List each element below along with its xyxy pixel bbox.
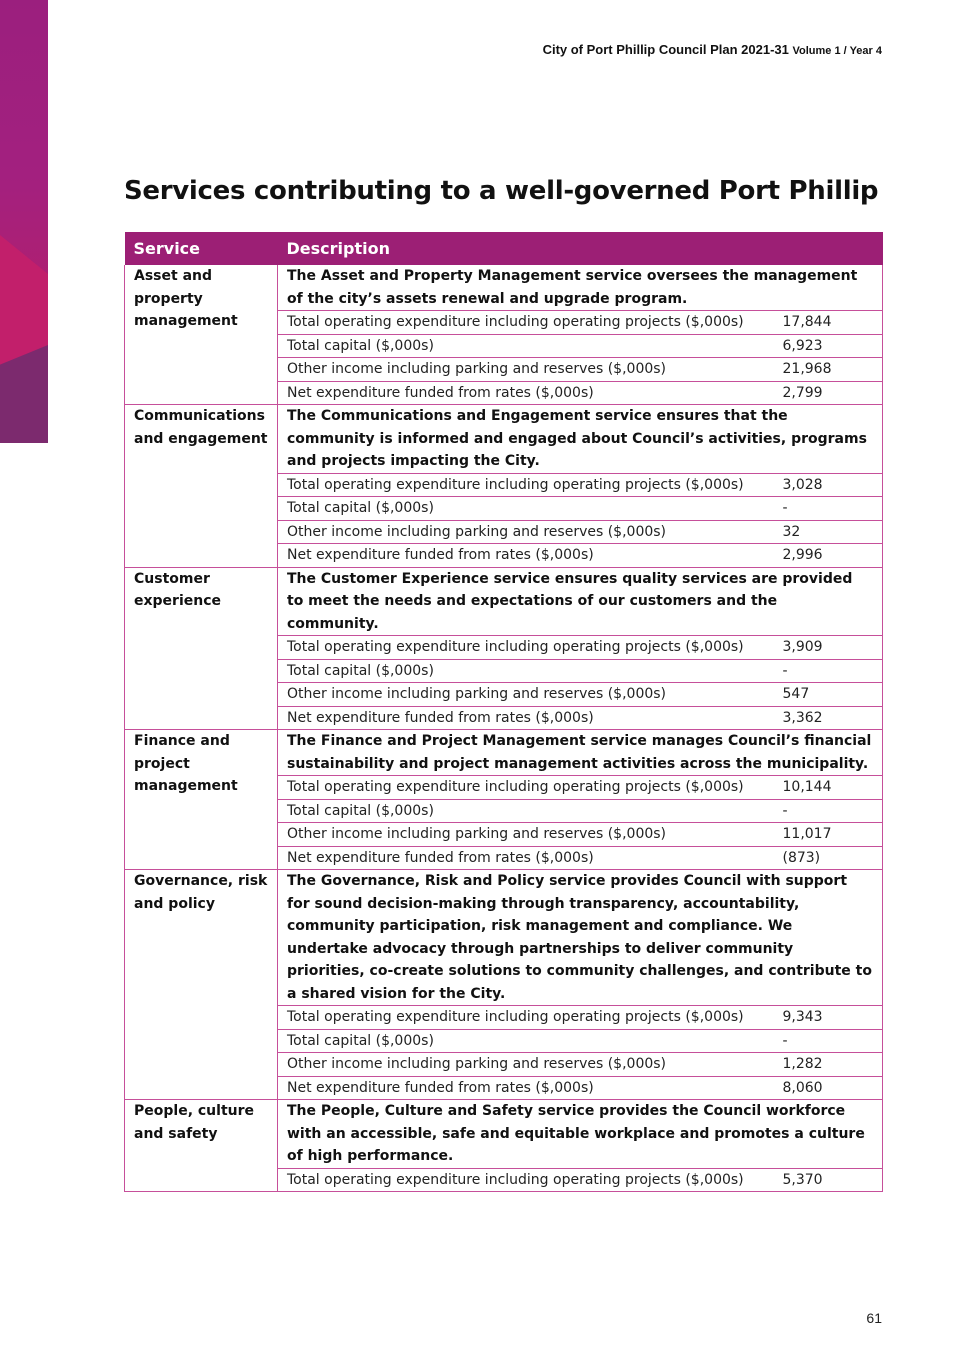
- metric-value: (873): [774, 846, 883, 870]
- table-header-row: [125, 232, 883, 265]
- column-header-description: Description: [278, 232, 883, 265]
- service-description: The Asset and Property Management service oversees the management of the city’s assets renewal and upgrade program.: [278, 265, 883, 311]
- metric-value: 11,017: [774, 823, 883, 847]
- service-description: The Governance, Risk and Policy service provides Council with support for sound decision-making through transparency, accountability, community participation, risk management and compliance. We undertake advocacy through partnerships to deliver community priorities, co-create solutions to community challenges, and contribute to a shared vision for the City.: [278, 870, 883, 1006]
- metric-label: Total operating expenditure including operating projects ($,000s): [278, 636, 774, 660]
- decorative-side-band: [0, 0, 48, 443]
- metric-value: -: [774, 799, 883, 823]
- metric-label: Other income including parking and reserves ($,000s): [278, 520, 774, 544]
- metric-value: 5,370: [774, 1168, 883, 1192]
- service-description: The People, Culture and Safety service provides the Council workforce with an accessible, safe and equitable workplace and promotes a culture of high performance.: [278, 1100, 883, 1169]
- metric-label: Total capital ($,000s): [278, 799, 774, 823]
- metric-value: 3,028: [774, 473, 883, 497]
- metric-label: Other income including parking and reserves ($,000s): [278, 358, 774, 382]
- metric-value: 1,282: [774, 1053, 883, 1077]
- service-name: Customer experience: [125, 567, 278, 730]
- document-title: City of Port Phillip Council Plan 2021-31: [542, 42, 789, 57]
- service-description-row: [125, 265, 883, 311]
- metric-value: 21,968: [774, 358, 883, 382]
- metric-value: -: [774, 1029, 883, 1053]
- service-description: The Customer Experience service ensures quality services are provided to meet the needs and expectations of our customers and the community.: [278, 567, 883, 636]
- metric-label: Net expenditure funded from rates ($,000s): [278, 544, 774, 568]
- metric-label: Other income including parking and reserves ($,000s): [278, 683, 774, 707]
- metric-label: Total capital ($,000s): [278, 1029, 774, 1053]
- metric-value: 32: [774, 520, 883, 544]
- metric-value: 3,909: [774, 636, 883, 660]
- metric-label: Total capital ($,000s): [278, 334, 774, 358]
- metric-label: Total operating expenditure including operating projects ($,000s): [278, 1006, 774, 1030]
- side-band-facet: [0, 235, 48, 365]
- metric-label: Total operating expenditure including operating projects ($,000s): [278, 311, 774, 335]
- metric-value: 3,362: [774, 706, 883, 730]
- service-name: Asset and property management: [125, 265, 278, 405]
- metric-value: -: [774, 659, 883, 683]
- metric-value: 8,060: [774, 1076, 883, 1100]
- service-description-row: [125, 1100, 883, 1169]
- services-table-body: [125, 265, 883, 1192]
- service-name: People, culture and safety: [125, 1100, 278, 1192]
- metric-label: Total capital ($,000s): [278, 659, 774, 683]
- service-description-row: [125, 567, 883, 636]
- service-description-row: [125, 405, 883, 474]
- metric-value: -: [774, 497, 883, 521]
- volume-label: Volume 1 / Year 4: [792, 45, 882, 57]
- metric-value: 17,844: [774, 311, 883, 335]
- metric-value: 6,923: [774, 334, 883, 358]
- service-description: The Communications and Engagement service ensures that the community is informed and engaged about Council’s activities, programs and projects impacting the City.: [278, 405, 883, 474]
- metric-value: 10,144: [774, 776, 883, 800]
- metric-value: 9,343: [774, 1006, 883, 1030]
- document-header: [543, 42, 882, 57]
- metric-label: Total operating expenditure including operating projects ($,000s): [278, 776, 774, 800]
- metric-label: Total operating expenditure including operating projects ($,000s): [278, 1168, 774, 1192]
- metric-label: Net expenditure funded from rates ($,000s): [278, 706, 774, 730]
- page-number: 61: [866, 1310, 882, 1326]
- metric-value: 2,996: [774, 544, 883, 568]
- service-name: Communications and engagement: [125, 405, 278, 568]
- metric-label: Total operating expenditure including operating projects ($,000s): [278, 473, 774, 497]
- metric-value: 2,799: [774, 381, 883, 405]
- service-description: The Finance and Project Management service manages Council’s financial sustainability and project management activities across the municipality.: [278, 730, 883, 776]
- metric-label: Net expenditure funded from rates ($,000s): [278, 381, 774, 405]
- metric-label: Net expenditure funded from rates ($,000s): [278, 846, 774, 870]
- service-description-row: [125, 870, 883, 1006]
- column-header-service: Service: [125, 232, 278, 265]
- metric-label: Net expenditure funded from rates ($,000s): [278, 1076, 774, 1100]
- page-title: Services contributing to a well-governed Port Phillip: [124, 176, 879, 206]
- metric-label: Other income including parking and reserves ($,000s): [278, 823, 774, 847]
- metric-label: Other income including parking and reserves ($,000s): [278, 1053, 774, 1077]
- service-name: Finance and project management: [125, 730, 278, 870]
- services-table: [124, 232, 883, 1192]
- metric-label: Total capital ($,000s): [278, 497, 774, 521]
- service-description-row: [125, 730, 883, 776]
- metric-value: 547: [774, 683, 883, 707]
- service-name: Governance, risk and policy: [125, 870, 278, 1100]
